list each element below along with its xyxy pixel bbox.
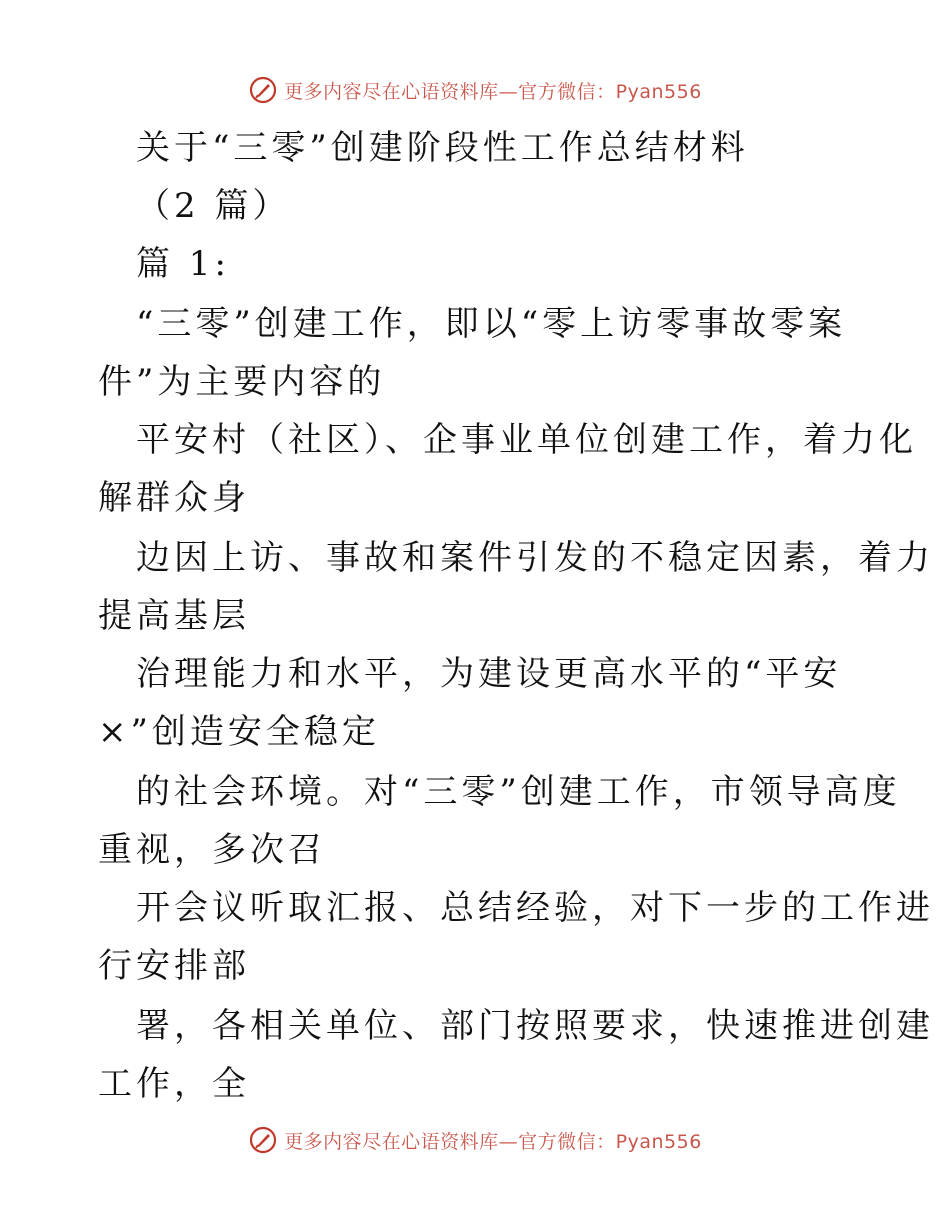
document-title: 关于“三零”创建阶段性工作总结材料	[136, 128, 749, 168]
wechat-id: Pyan556	[615, 80, 702, 103]
watermark-banner-bottom	[0, 1120, 950, 1160]
paragraph-line: 工作，全	[98, 1064, 250, 1104]
watermark-text: 更多内容尽在心语资料库—官方微信：Pyan556	[284, 80, 702, 103]
quill-circle-icon	[248, 1125, 278, 1155]
document-subtitle: （2 篇）	[136, 186, 291, 226]
watermark-text: 更多内容尽在心语资料库—官方微信：Pyan556	[284, 1130, 702, 1153]
paragraph-line: 开会议听取汇报、总结经验，对下一步的工作进	[136, 888, 934, 928]
paragraph-line: 解群众身	[98, 478, 250, 518]
paragraph-line: 平安村（社区）、企事业单位创建工作，着力化	[136, 420, 917, 460]
paragraph-line: 署，各相关单位、部门按照要求，快速推进创建	[136, 1006, 934, 1046]
wechat-id: Pyan556	[615, 1130, 702, 1153]
paragraph-line: “三零”创建工作，即以“零上访零事故零案	[136, 304, 847, 344]
paragraph-line: 重视，多次召	[98, 830, 326, 870]
section-heading: 篇 1:	[136, 244, 230, 284]
paragraph-line: 行安排部	[98, 946, 250, 986]
paragraph-line: 件”为主要内容的	[98, 362, 386, 402]
paragraph-line: 的社会环境。对“三零”创建工作，市领导高度	[136, 772, 901, 812]
paragraph-line: ×”创造安全稳定	[98, 712, 380, 752]
paragraph-line: 治理能力和水平，为建设更高水平的“平安	[136, 654, 842, 694]
paragraph-line: 边因上访、事故和案件引发的不稳定因素，着力	[136, 538, 934, 578]
paragraph-line: 提高基层	[98, 596, 250, 636]
